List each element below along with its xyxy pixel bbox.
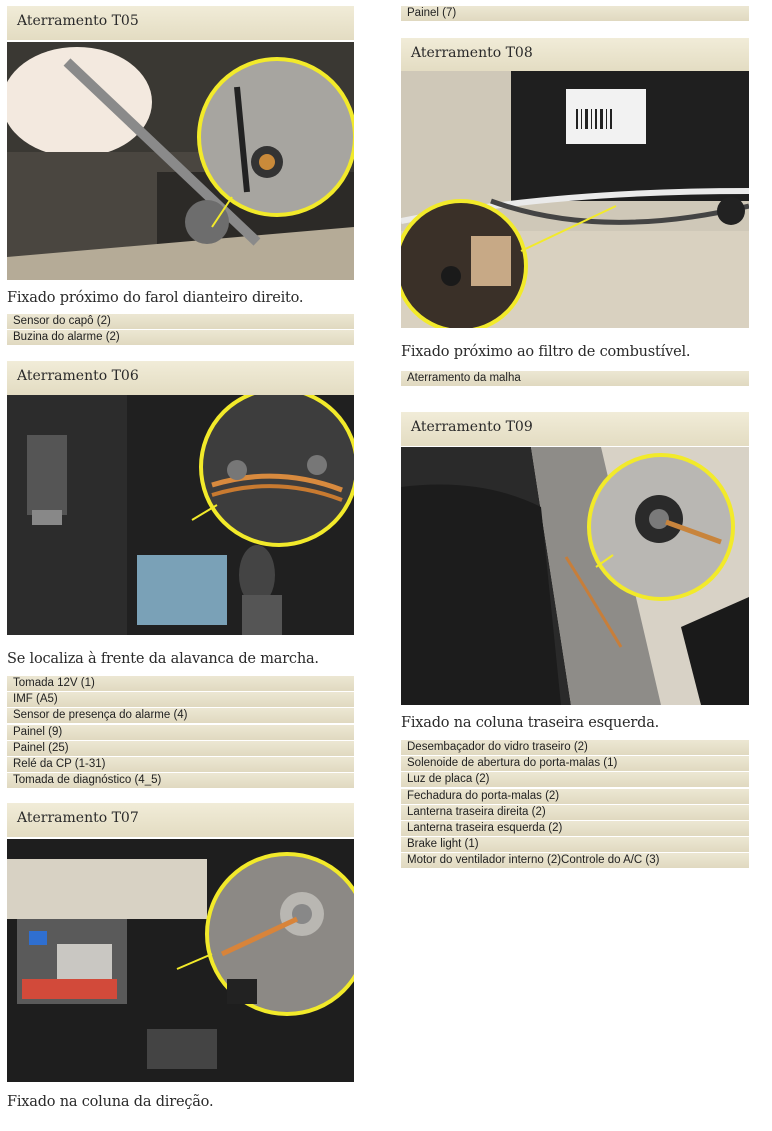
items-t07: [401, 6, 749, 22]
list-item: Sensor do capô (2): [7, 314, 354, 329]
section-title-t06: Aterramento T06: [7, 361, 354, 395]
list-item: Relé da CP (1-31): [7, 757, 354, 772]
list-item: Painel (25): [7, 741, 354, 756]
caption-t08: Fixado próximo ao filtro de combustível.: [401, 344, 691, 360]
photo-t08: [401, 71, 749, 328]
list-item: Tomada de diagnóstico (4_5): [7, 773, 354, 788]
items-t08: [401, 371, 749, 387]
photo-t05: [7, 42, 354, 280]
caption-t05: Fixado próximo do farol dianteiro direito.: [7, 290, 304, 306]
section-title-t09: Aterramento T09: [401, 412, 749, 446]
section-title-t05: Aterramento T05: [7, 6, 354, 40]
section-title-t08: Aterramento T08: [401, 38, 749, 72]
list-item: Motor do ventilador interno (2)Controle do A/C (3): [401, 853, 749, 868]
section-title-t07: Aterramento T07: [7, 803, 354, 837]
list-item: Luz de placa (2): [401, 772, 749, 787]
list-item: Brake light (1): [401, 837, 749, 852]
list-item: Painel (9): [7, 725, 354, 740]
list-item: Lanterna traseira direita (2): [401, 805, 749, 820]
caption-t09: Fixado na coluna traseira esquerda.: [401, 715, 660, 731]
items-t09: [401, 740, 749, 870]
items-t05: [7, 314, 354, 346]
list-item: Lanterna traseira esquerda (2): [401, 821, 749, 836]
list-item: IMF (A5): [7, 692, 354, 707]
list-item: Desembaçador do vidro traseiro (2): [401, 740, 749, 755]
list-item: Tomada 12V (1): [7, 676, 354, 691]
list-item: Painel (7): [401, 6, 749, 21]
list-item: Buzina do alarme (2): [7, 330, 354, 345]
photo-t09: [401, 447, 749, 705]
items-t06: [7, 676, 354, 789]
caption-t07: Fixado na coluna da direção.: [7, 1094, 214, 1110]
photo-t06: [7, 395, 354, 635]
photo-t07: [7, 839, 354, 1082]
list-item: Fechadura do porta-malas (2): [401, 789, 749, 804]
list-item: Sensor de presença do alarme (4): [7, 708, 354, 723]
caption-t06: Se localiza à frente da alavanca de marcha.: [7, 651, 319, 667]
list-item: Aterramento da malha: [401, 371, 749, 386]
list-item: Solenoide de abertura do porta-malas (1): [401, 756, 749, 771]
